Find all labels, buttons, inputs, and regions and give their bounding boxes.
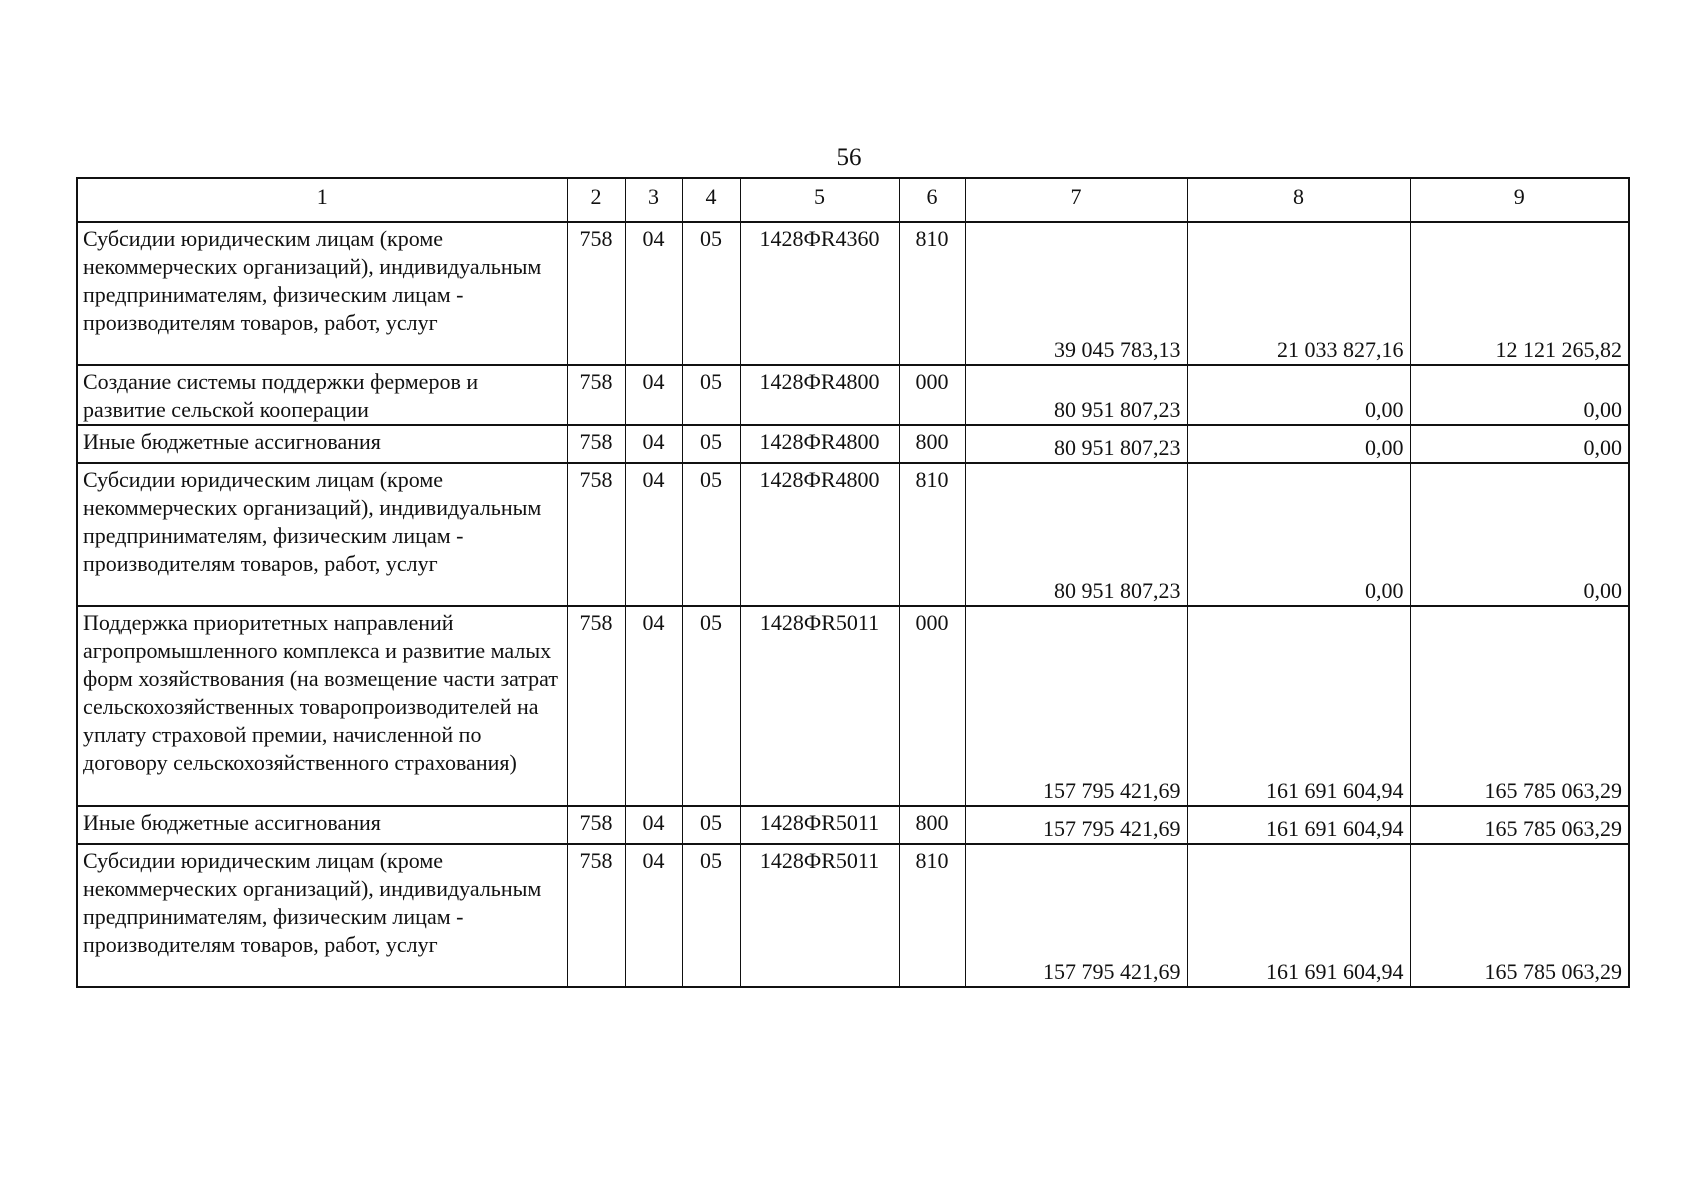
row-amount-col8: 161 691 604,94 — [1187, 844, 1410, 987]
row-subsection-code: 05 — [682, 806, 740, 844]
header-cell-4: 4 — [682, 178, 740, 222]
table-header-row — [77, 178, 1629, 222]
row-amount-col7: 157 795 421,69 — [965, 606, 1187, 806]
row-section-code: 04 — [625, 425, 682, 463]
row-expense-type-code: 810 — [899, 844, 965, 987]
row-subsection-code: 05 — [682, 606, 740, 806]
row-amount-col9: 0,00 — [1410, 463, 1629, 606]
row-section-code: 04 — [625, 463, 682, 606]
row-name: Субсидии юридическим лицам (кроме некоммерческих организаций), индивидуальным предпринимателям, физическим лицам - производителям товаров, работ, услуг — [77, 463, 567, 606]
row-target-code: 1428ФR4800 — [740, 463, 899, 606]
row-expense-type-code: 800 — [899, 425, 965, 463]
table-row — [77, 606, 1629, 806]
header-cell-3: 3 — [625, 178, 682, 222]
row-amount-col7: 39 045 783,13 — [965, 222, 1187, 365]
row-ministry-code: 758 — [567, 365, 625, 425]
header-cell-5: 5 — [740, 178, 899, 222]
row-target-code: 1428ФR5011 — [740, 806, 899, 844]
row-amount-col8: 161 691 604,94 — [1187, 606, 1410, 806]
row-amount-col9: 165 785 063,29 — [1410, 844, 1629, 987]
row-subsection-code: 05 — [682, 463, 740, 606]
row-subsection-code: 05 — [682, 365, 740, 425]
table-row — [77, 222, 1629, 365]
row-amount-col7: 80 951 807,23 — [965, 425, 1187, 463]
row-name: Субсидии юридическим лицам (кроме некоммерческих организаций), индивидуальным предпринимателям, физическим лицам - производителям товаров, работ, услуг — [77, 844, 567, 987]
row-expense-type-code: 000 — [899, 606, 965, 806]
header-cell-6: 6 — [899, 178, 965, 222]
row-amount-col7: 157 795 421,69 — [965, 844, 1187, 987]
row-amount-col8: 0,00 — [1187, 425, 1410, 463]
row-amount-col9: 165 785 063,29 — [1410, 806, 1629, 844]
row-expense-type-code: 810 — [899, 222, 965, 365]
row-amount-col9: 0,00 — [1410, 365, 1629, 425]
page-number: 56 — [836, 144, 862, 171]
row-expense-type-code: 800 — [899, 806, 965, 844]
row-amount-col9: 165 785 063,29 — [1410, 606, 1629, 806]
row-amount-col8: 161 691 604,94 — [1187, 806, 1410, 844]
row-ministry-code: 758 — [567, 425, 625, 463]
row-expense-type-code: 000 — [899, 365, 965, 425]
row-ministry-code: 758 — [567, 806, 625, 844]
row-section-code: 04 — [625, 806, 682, 844]
budget-table — [76, 177, 1630, 988]
table-row — [77, 425, 1629, 463]
row-ministry-code: 758 — [567, 844, 625, 987]
header-cell-8: 8 — [1187, 178, 1410, 222]
row-amount-col9: 0,00 — [1410, 425, 1629, 463]
row-section-code: 04 — [625, 844, 682, 987]
row-expense-type-code: 810 — [899, 463, 965, 606]
row-section-code: 04 — [625, 606, 682, 806]
row-subsection-code: 05 — [682, 844, 740, 987]
row-section-code: 04 — [625, 222, 682, 365]
row-target-code: 1428ФR5011 — [740, 844, 899, 987]
row-name: Иные бюджетные ассигнования — [77, 806, 567, 844]
row-name: Создание системы поддержки фермеров и развитие сельской кооперации — [77, 365, 567, 425]
row-subsection-code: 05 — [682, 222, 740, 365]
row-amount-col8: 0,00 — [1187, 463, 1410, 606]
row-target-code: 1428ФR4360 — [740, 222, 899, 365]
row-ministry-code: 758 — [567, 606, 625, 806]
row-amount-col8: 21 033 827,16 — [1187, 222, 1410, 365]
row-ministry-code: 758 — [567, 463, 625, 606]
row-subsection-code: 05 — [682, 425, 740, 463]
row-amount-col7: 80 951 807,23 — [965, 365, 1187, 425]
row-name: Субсидии юридическим лицам (кроме некоммерческих организаций), индивидуальным предпринимателям, физическим лицам - производителям товаров, работ, услуг — [77, 222, 567, 365]
table-row — [77, 365, 1629, 425]
header-cell-2: 2 — [567, 178, 625, 222]
row-name: Иные бюджетные ассигнования — [77, 425, 567, 463]
row-amount-col7: 80 951 807,23 — [965, 463, 1187, 606]
table-row — [77, 463, 1629, 606]
row-amount-col9: 12 121 265,82 — [1410, 222, 1629, 365]
row-target-code: 1428ФR4800 — [740, 425, 899, 463]
table-row — [77, 806, 1629, 844]
row-section-code: 04 — [625, 365, 682, 425]
header-cell-7: 7 — [965, 178, 1187, 222]
header-cell-1: 1 — [77, 178, 567, 222]
row-target-code: 1428ФR4800 — [740, 365, 899, 425]
row-amount-col8: 0,00 — [1187, 365, 1410, 425]
table-row — [77, 844, 1629, 987]
row-target-code: 1428ФR5011 — [740, 606, 899, 806]
row-amount-col7: 157 795 421,69 — [965, 806, 1187, 844]
row-ministry-code: 758 — [567, 222, 625, 365]
row-name: Поддержка приоритетных направлений агропромышленного комплекса и развитие малых форм хозяйствования (на возмещение части затрат сельскохозяйственных товаропроизводителей на уплату страховой премии, начисленной по договору сельскохозяйственного страхования) — [77, 606, 567, 806]
header-cell-9: 9 — [1410, 178, 1629, 222]
